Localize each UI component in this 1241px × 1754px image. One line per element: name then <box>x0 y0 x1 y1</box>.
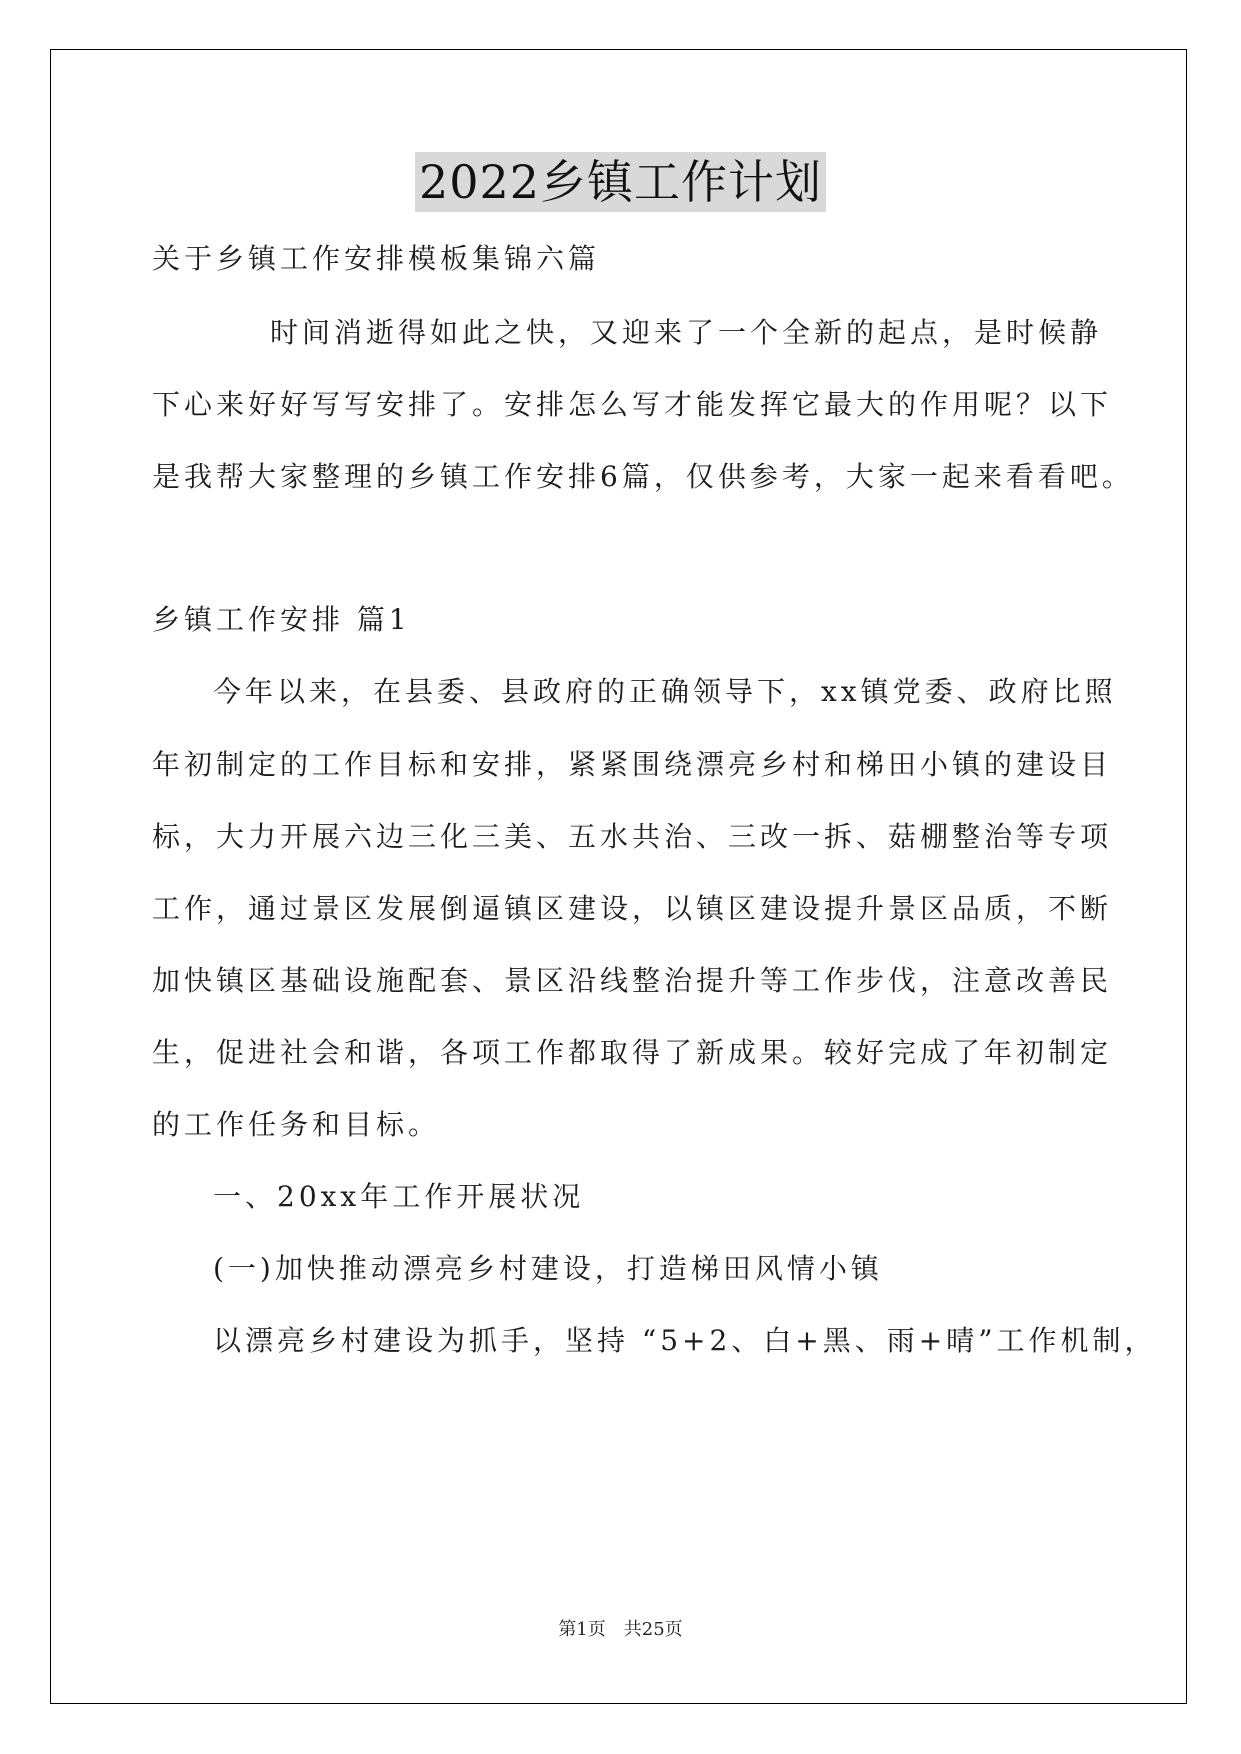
paragraph-line: 今年以来，在县委、县政府的正确领导下，xx镇党委、政府比照 <box>213 675 1117 708</box>
subsection-heading: 一、20xx年工作开展状况 <box>213 1180 585 1213</box>
paragraph-line: 以漂亮乡村建设为抓手，坚持 “5+2、白+黑、雨+晴”工作机制， <box>213 1324 1157 1357</box>
title-container <box>0 152 1241 212</box>
subtitle-line: 关于乡镇工作安排模板集锦六篇 <box>152 242 601 275</box>
paragraph-line: 的工作任务和目标。 <box>152 1108 441 1141</box>
page-border <box>50 49 1187 1704</box>
paragraph-line: 是我帮大家整理的乡镇工作安排6篇，仅供参考，大家一起来看看吧。 <box>152 460 1134 493</box>
page-total: 共25页 <box>623 1619 683 1640</box>
page-footer <box>0 1618 1241 1642</box>
document-title: 2022乡镇工作计划 <box>415 152 826 212</box>
paragraph-line: 工作，通过景区发展倒逼镇区建设，以镇区建设提升景区品质，不断 <box>152 892 1113 925</box>
subsection-heading: (一)加快推动漂亮乡村建设，打造梯田风情小镇 <box>213 1252 883 1285</box>
paragraph-line: 下心来好好写写安排了。安排怎么写才能发挥它最大的作用呢？以下 <box>152 388 1113 421</box>
paragraph-line: 生，促进社会和谐，各项工作都取得了新成果。较好完成了年初制定 <box>152 1036 1113 1069</box>
paragraph-line: 时间消逝得如此之快，又迎来了一个全新的起点，是时候静 <box>270 316 1103 349</box>
section-heading: 乡镇工作安排 篇1 <box>152 603 411 636</box>
paragraph-line: 标，大力开展六边三化三美、五水共治、三改一拆、菇棚整治等专项 <box>152 820 1113 853</box>
page-number: 第1页 <box>558 1619 606 1640</box>
paragraph-line: 加快镇区基础设施配套、景区沿线整治提升等工作步伐，注意改善民 <box>152 964 1113 997</box>
paragraph-line: 年初制定的工作目标和安排，紧紧围绕漂亮乡村和梯田小镇的建设目 <box>152 748 1113 781</box>
